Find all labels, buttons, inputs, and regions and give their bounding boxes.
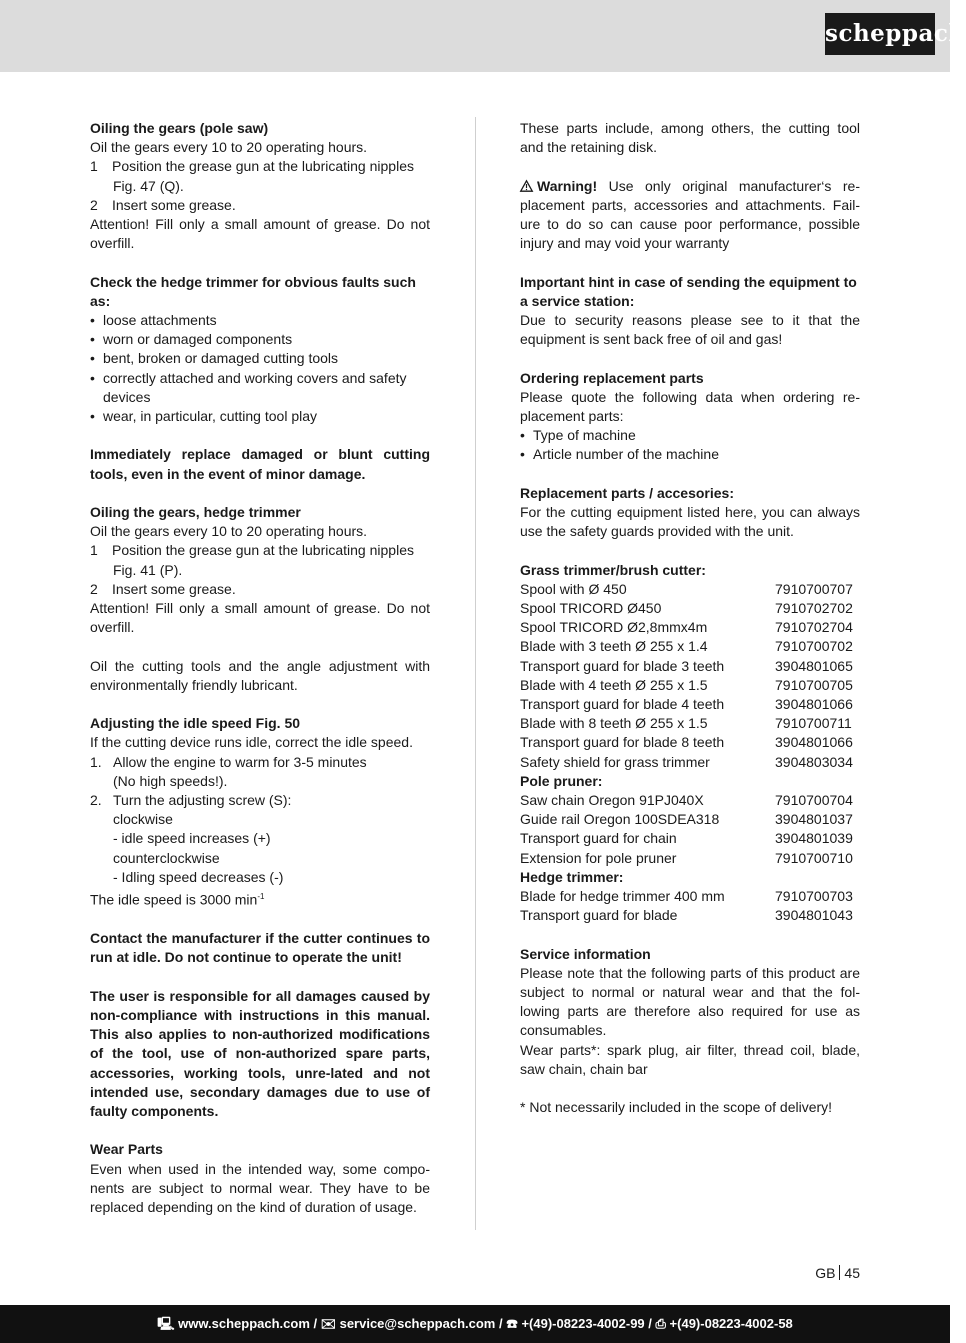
paragraph: Oil the gears every 10 to 20 operating hours. bbox=[90, 139, 368, 156]
sub-step: counterclockwise bbox=[113, 849, 220, 866]
liability-notice: The user is responsible for all damages caused by non-compliance with instructions in this manual. This also applies to non-authorized modifications of the tool, use of non-authorized spare parts, accessories, working tools, unre-lated and not intended use, secondary damages due to use of faulty components. bbox=[90, 987, 430, 1119]
wear-parts: Wear parts*: spark plug, air filter, thread coil, blade, saw chain, chain bar bbox=[520, 1041, 860, 1077]
parts-row bbox=[520, 849, 860, 868]
section-title: Ordering replacement parts bbox=[520, 369, 704, 386]
step-item: 2 Insert some grease. bbox=[90, 580, 236, 597]
parts-row bbox=[520, 695, 860, 714]
parts-row bbox=[520, 733, 860, 752]
part-name: Saw chain Oregon 91PJ040X bbox=[520, 792, 704, 809]
step-continuation: Fig. 47 (Q). bbox=[113, 177, 184, 194]
paragraph: Even when used in the intended way, some compo-nents are subject to normal wear. They have to be replaced depending on the kind of duration of usage. bbox=[90, 1160, 430, 1215]
part-name: Extension for pole pruner bbox=[520, 849, 677, 866]
sub-step: clockwise bbox=[113, 811, 173, 828]
phone-number: +(49)-08223-4002-99 bbox=[521, 1316, 645, 1331]
delivery-note: * Not necessarily included in the scope of delivery! bbox=[520, 1099, 833, 1116]
paragraph: For the cutting equipment listed here, you can always use the safety guards provided with the unit. bbox=[520, 504, 860, 540]
parts-row bbox=[520, 791, 860, 810]
paragraph: These parts include, among others, the cutting tool and the retaining disk. bbox=[520, 120, 860, 156]
step-item: 1. Allow the engine to warm for 3-5 minutes bbox=[90, 753, 367, 770]
email-icon: ✉ bbox=[320, 1316, 336, 1331]
section-title: Important hint in case of sending the equipment to a service station: bbox=[520, 273, 857, 309]
parts-row bbox=[520, 599, 860, 618]
parts-row bbox=[520, 618, 860, 637]
part-name: Blade for hedge trimmer 400 mm bbox=[520, 888, 725, 905]
paragraph: If the cutting device runs idle, correct the idle speed. bbox=[90, 734, 413, 751]
parts-row bbox=[520, 829, 860, 848]
sub-step: - Idling speed decreases (-) bbox=[113, 868, 284, 885]
part-name: Safety shield for grass trimmer bbox=[520, 753, 710, 770]
part-number: 3904801065 bbox=[775, 657, 853, 674]
section-title: Oiling the gears, hedge trimmer bbox=[90, 504, 301, 521]
bullet-item: • Article number of the machine bbox=[520, 446, 719, 463]
phone-icon: ☎ bbox=[506, 1316, 518, 1331]
step-item: 2. Turn the adjusting screw (S): bbox=[90, 792, 292, 809]
part-name: Blade with 4 teeth Ø 255 x 1.5 bbox=[520, 676, 708, 693]
part-number: 3904803034 bbox=[775, 753, 853, 770]
part-number: 7910702702 bbox=[775, 600, 853, 616]
part-number: 3904801037 bbox=[775, 811, 853, 828]
footer-bar: 🖳 www.scheppach.com / ✉ service@scheppach.com / ☎ +(49)-08223-4002-99 / ⎙ +(49)-08223-4002-58 bbox=[0, 1305, 950, 1343]
warning-triangle-icon bbox=[520, 177, 533, 196]
part-number: 7910700702 bbox=[775, 638, 853, 655]
step-continuation: (No high speeds!). bbox=[113, 772, 228, 789]
bullet-item: • wear, in particular, cutting tool play bbox=[90, 408, 318, 425]
parts-group-title: Grass trimmer/brush cutter: bbox=[520, 561, 706, 578]
attention-note: Attention! Fill only a small amount of grease. Do not overfill. bbox=[90, 216, 430, 252]
part-number: 3904801066 bbox=[775, 696, 853, 713]
step-item: 2 Insert some grease. bbox=[90, 196, 236, 213]
part-number: 7910700705 bbox=[775, 676, 853, 693]
bullet-item: • Type of machine bbox=[520, 427, 636, 444]
page-number: GB 45 bbox=[815, 1265, 860, 1281]
parts-row bbox=[520, 714, 860, 733]
part-name: Spool TRICORD Ø2,8mmx4m bbox=[520, 619, 708, 636]
section-title: Adjusting the idle speed Fig. 50 bbox=[90, 715, 301, 732]
sub-step: - idle speed increases (+) bbox=[113, 830, 271, 847]
part-name: Blade with 3 teeth Ø 255 x 1.4 bbox=[520, 638, 708, 655]
parts-row bbox=[520, 906, 860, 925]
part-number: 3904801066 bbox=[775, 734, 853, 751]
section-title: Service information bbox=[520, 945, 651, 962]
part-number: 3904801043 bbox=[775, 907, 853, 924]
parts-list bbox=[520, 561, 860, 926]
step-item: 1 Position the grease gun at the lubricating nipples bbox=[90, 158, 414, 175]
part-name: Transport guard for blade 8 teeth bbox=[520, 734, 725, 751]
paragraph: Oil the cutting tools and the angle adjustment with environmentally friendly lubricant. bbox=[90, 657, 430, 693]
attention-note: Attention! Fill only a small amount of grease. Do not overfill. bbox=[90, 600, 430, 636]
parts-row bbox=[520, 580, 860, 599]
parts-group-title: Hedge trimmer: bbox=[520, 868, 624, 885]
part-number: 7910702704 bbox=[775, 619, 853, 636]
bullet-item: • bent, broken or damaged cutting tools bbox=[90, 350, 339, 367]
section-title: Replacement parts / accesories: bbox=[520, 484, 734, 501]
bullet-item: • worn or damaged components bbox=[90, 331, 293, 348]
parts-row bbox=[520, 753, 860, 772]
idle-speed-result: The idle speed is 3000 $\min^{-1}$ bbox=[90, 891, 265, 908]
paragraph: Please quote the following data when ordering re-placement parts: bbox=[520, 388, 860, 424]
section-title: Oiling the gears (pole saw) bbox=[90, 120, 269, 136]
part-number: 7910700711 bbox=[775, 715, 852, 732]
computer-icon: 🖳 bbox=[157, 1316, 175, 1331]
part-name: Spool with Ø 450 bbox=[520, 580, 627, 597]
warning-paragraph: Warning! Use only original manufacturer‘s re-placement parts, accessories and attachments. Fail-ure to do so can cause poor performance, possible injury and may void your warranty bbox=[520, 177, 861, 252]
bold-warning: Immediately replace damaged or blunt cutting tools, even in the event of minor damage. bbox=[90, 446, 430, 482]
step-continuation: Fig. 41 (P). bbox=[113, 561, 183, 578]
parts-row bbox=[520, 810, 860, 829]
part-name: Guide rail Oregon 100SDEA318 bbox=[520, 811, 720, 828]
parts-row bbox=[520, 887, 860, 906]
section-title: Wear Parts bbox=[90, 1141, 163, 1158]
paragraph: Oil the gears every 10 to 20 operating hours. bbox=[90, 523, 368, 540]
bullet-item: • correctly attached and working covers and safety devices bbox=[90, 369, 407, 405]
section-title: Check the hedge trimmer for obvious faults such as: bbox=[90, 273, 416, 309]
fax-number: +(49)-08223-4002-58 bbox=[669, 1316, 793, 1331]
column-divider bbox=[475, 117, 476, 1230]
part-number: 3904801039 bbox=[775, 830, 853, 847]
email-link[interactable]: service@scheppach.com bbox=[339, 1316, 496, 1331]
paragraph: Please note that the following parts of this product are subject to normal or natural wear and that the fol-lowing parts are therefore also required for use as consumables. bbox=[520, 964, 860, 1039]
bold-warning: Contact the manufacturer if the cutter continues to run at idle. Do not continue to operate the unit! bbox=[90, 930, 430, 966]
right-column bbox=[520, 119, 860, 1117]
parts-row bbox=[520, 637, 860, 656]
parts-row bbox=[520, 657, 860, 676]
parts-row bbox=[520, 676, 860, 695]
paragraph: Due to security reasons please see to it that the equipment is sent back free of oil and gas! bbox=[520, 312, 860, 348]
step-item: 1 Position the grease gun at the lubricating nipples bbox=[90, 542, 414, 559]
part-name: Blade with 8 teeth Ø 255 x 1.5 bbox=[520, 715, 708, 732]
left-column bbox=[90, 119, 430, 1217]
part-number: 7910700707 bbox=[775, 580, 853, 597]
part-name: Spool TRICORD Ø450 bbox=[520, 600, 662, 616]
header-band bbox=[0, 0, 950, 72]
part-number: 7910700703 bbox=[775, 888, 853, 905]
part-name: Transport guard for blade 4 teeth bbox=[520, 696, 725, 713]
part-name: Transport guard for chain bbox=[520, 830, 677, 847]
scheppach-logo: scheppach bbox=[825, 13, 935, 55]
bullet-item: • loose attachments bbox=[90, 312, 217, 329]
part-number: 7910700710 bbox=[775, 849, 853, 866]
part-name: Transport guard for blade bbox=[520, 907, 678, 924]
fax-icon: ⎙ bbox=[655, 1316, 666, 1331]
part-name: Transport guard for blade 3 teeth bbox=[520, 657, 725, 674]
parts-group-title: Pole pruner: bbox=[520, 772, 603, 789]
part-number: 7910700704 bbox=[775, 792, 853, 809]
website-link[interactable]: www.scheppach.com bbox=[178, 1316, 310, 1331]
